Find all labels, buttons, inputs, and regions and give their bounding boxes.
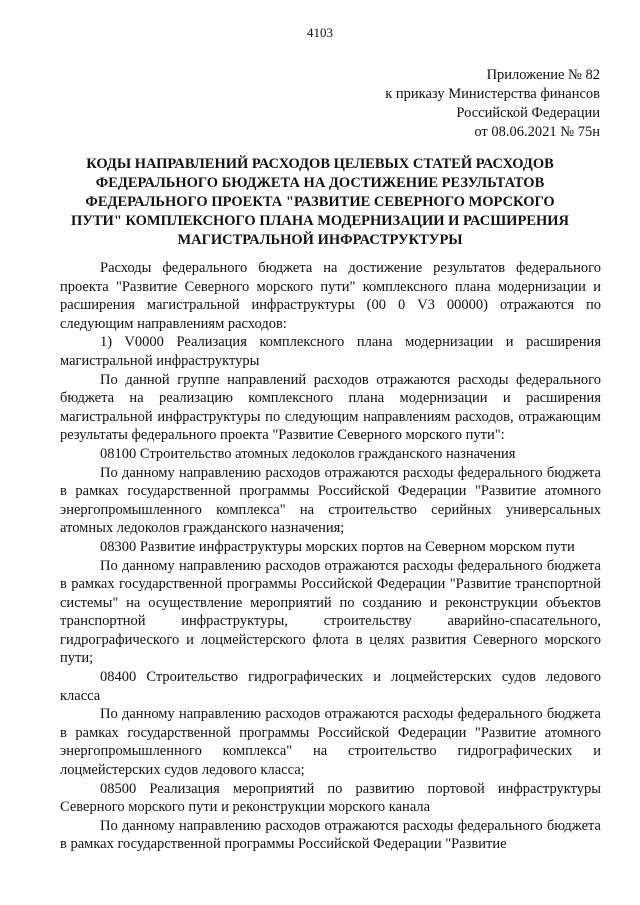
paragraph-group-heading: 1) V0000 Реализация комплексного плана модернизации и расширения магистральной инфраструктуры [60, 334, 601, 369]
appendix-line-3: Российской Федерации [456, 105, 600, 121]
document-body [60, 259, 601, 854]
appendix-line-2: к приказу Министерства финансов [385, 86, 600, 102]
appendix-line-1: Приложение № 82 [486, 67, 600, 83]
paragraph-code-08400-description: По данному направлению расходов отражаются расходы федерального бюджета в рамках государственной программы Российской Федерации "Развитие атомного энергопромышленного комплекса" на строительство гидрографических и лоцмейстерских судов ледового класса; [60, 706, 601, 779]
paragraph-code-08100: 08100 Строительство атомных ледоколов гражданского назначения [100, 445, 516, 462]
appendix-block [385, 66, 600, 142]
paragraph-code-08500: 08500 Реализация мероприятий по развитию портовой инфраструктуры Северного морского пути и реконструкции морского канала [60, 780, 601, 816]
paragraph-code-08300-description: По данному направлению расходов отражаются расходы федерального бюджета в рамках государственной программы Российской Федерации "Развитие транспортной системы" на осуществление мероприятий по созданию и реконструкции объектов транспортной инфраструктуры, строительству аварийно-спасательного, гидрографического и лоцмейстерского флота в целях развития Северного морского пути; [60, 557, 601, 667]
document-title: КОДЫ НАПРАВЛЕНИЙ РАСХОДОВ ЦЕЛЕВЫХ СТАТЕЙ РАСХОДОВ ФЕДЕРАЛЬНОГО БЮДЖЕТА НА ДОСТИЖЕНИЕ РЕЗУЛЬТАТОВ ФЕДЕРАЛЬНОГО ПРОЕКТА "РАЗВИТИЕ СЕВЕРНОГО МОРСКОГО ПУТИ" КОМПЛЕКСНОГО ПЛАНА МОДЕРНИЗАЦИИ И РАСШИРЕНИЯ МАГИСТРАЛЬНОЙ ИНФРАСТРУКТУРЫ [70, 156, 570, 248]
paragraph-code-08100-description: По данному направлению расходов отражаются расходы федерального бюджета в рамках государственной программы Российской Федерации "Развитие атомного энергопромышленного комплекса" на строительство серийных универсальных атомных ледоколов гражданского назначения; [60, 464, 601, 537]
paragraph-code-08300: 08300 Развитие инфраструктуры морских портов на Северном морском пути [100, 538, 575, 555]
page-number: 4103 [307, 25, 333, 40]
appendix-line-4: от 08.06.2021 № 75н [474, 124, 600, 140]
paragraph-code-08400: 08400 Строительство гидрографических и лоцмейстерских судов ледового класса [60, 669, 601, 704]
paragraph-code-08500-description: По данному направлению расходов отражаются расходы федерального бюджета в рамках государственной программы Российской Федерации "Развитие [60, 817, 601, 853]
paragraph-intro: Расходы федерального бюджета на достижение результатов федерального проекта "Развитие Северного морского пути" комплексного плана модернизации и расширения магистральной инфраструктуры (00 0 V3 00000) отражаются по следующим направлениям расходов: [60, 260, 601, 332]
paragraph-group-description: По данной группе направлений расходов отражаются расходы федерального бюджета на реализацию комплексного плана модернизации и расширения магистральной инфраструктуры по следующим направлениям расходов, отражающим результаты федерального проекта "Развитие Северного морского пути": [60, 371, 601, 444]
